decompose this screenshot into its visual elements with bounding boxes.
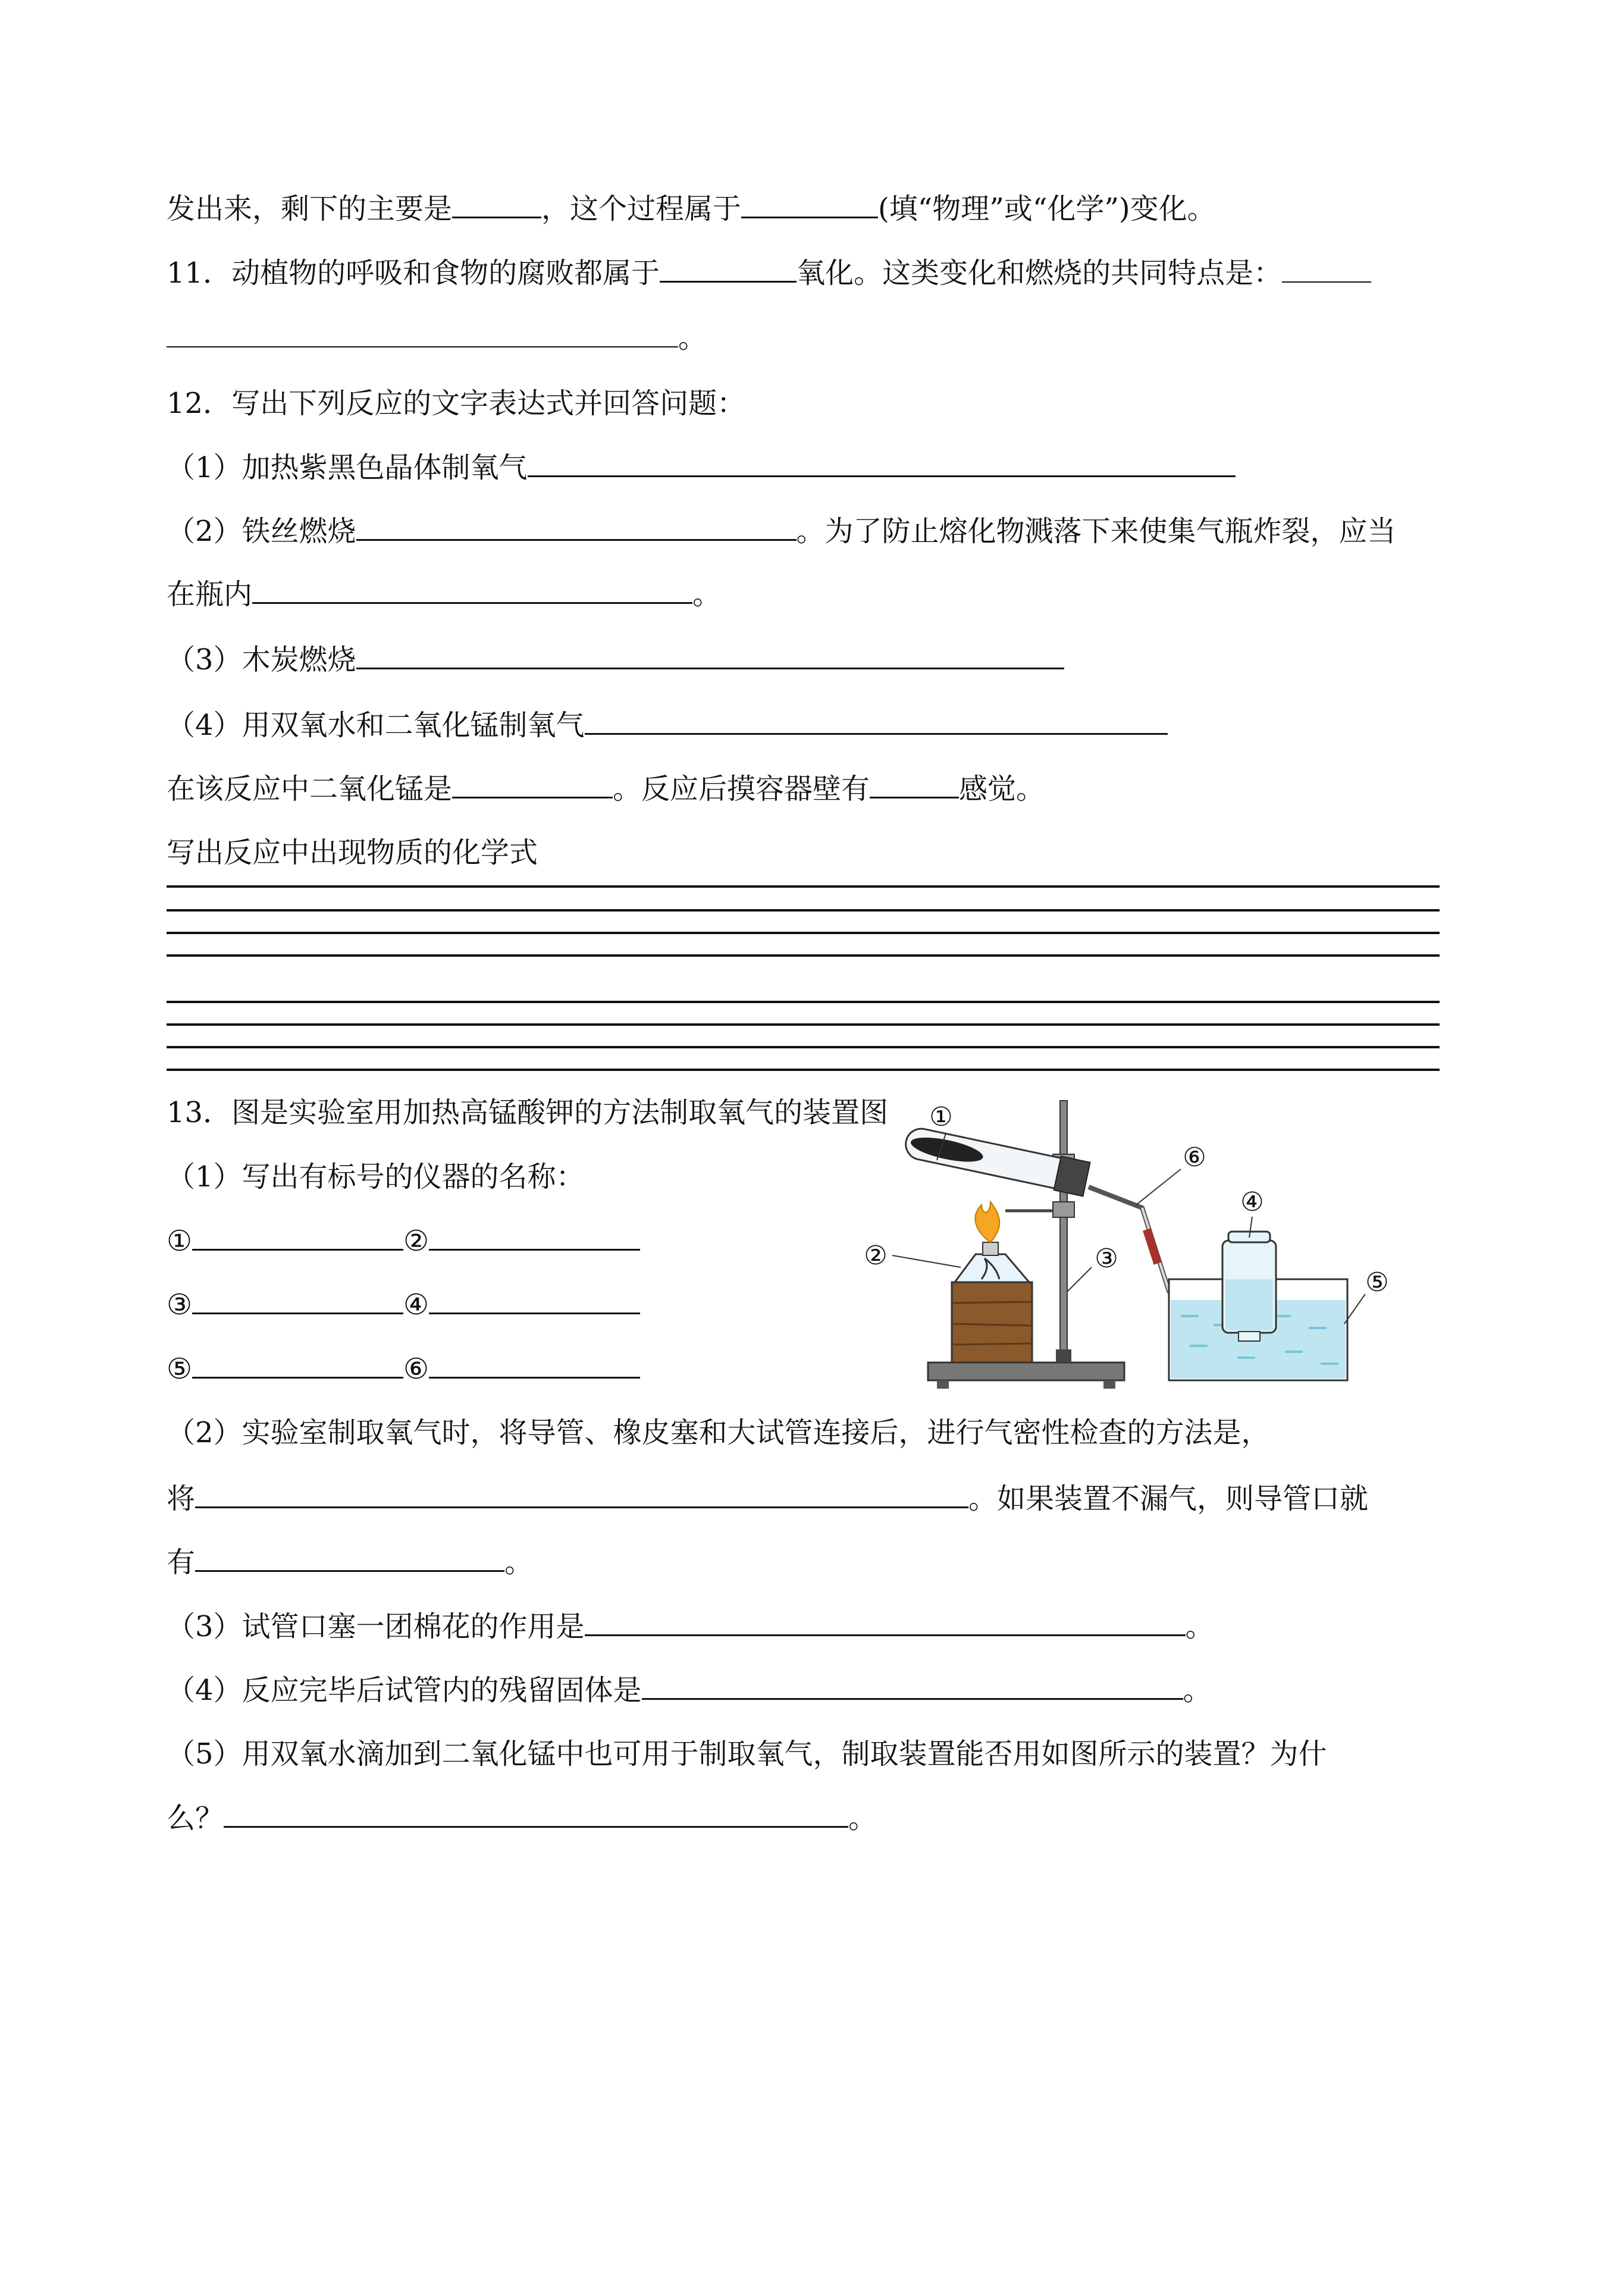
q13-p5-blank[interactable] <box>224 1800 848 1828</box>
q13-name-row-3 <box>167 1351 640 1387</box>
q13-p3-text-b: 。 <box>1185 1610 1214 1643</box>
q13-part-1 <box>167 1159 585 1195</box>
q12-p5-text-c: 感觉。 <box>959 772 1045 806</box>
q12-part-1 <box>167 449 1236 485</box>
answer-rule-4[interactable] <box>167 954 1440 957</box>
q11-text-a: 11．动植物的呼吸和食物的腐败都属于 <box>167 256 660 290</box>
q11-blank-1[interactable] <box>660 255 797 283</box>
q13-p2-blank-1[interactable] <box>195 1480 968 1508</box>
answer-rule-6[interactable] <box>167 1023 1440 1026</box>
q10-text-c: (填“物理”或“化学”)变化。 <box>878 192 1216 225</box>
answer-rule-2[interactable] <box>167 909 1440 911</box>
stand-rod <box>1060 1101 1067 1362</box>
q10-blank-2[interactable] <box>741 190 878 218</box>
q13-name-row-1 <box>167 1223 640 1259</box>
q13-p2-blank-2[interactable] <box>195 1544 504 1572</box>
callout-5: ⑤ <box>1365 1267 1389 1298</box>
q13-name-row-2 <box>167 1286 640 1323</box>
q12-p3-text: （3）木炭燃烧 <box>167 643 356 676</box>
q13-part-2-end <box>167 1544 533 1580</box>
q13-p5-text-b: 么？ <box>167 1802 224 1835</box>
q13-p2-text-d: 有 <box>167 1546 196 1579</box>
q11-line-1 <box>167 255 1371 291</box>
q12-p2-text-a: （2）铁丝燃烧 <box>167 515 356 548</box>
q13-p1-text: （1）写出有标号的仪器的名称： <box>167 1160 585 1194</box>
q13-part-4 <box>167 1672 1212 1708</box>
q13-blank-5[interactable] <box>192 1351 403 1379</box>
q12-p5-text-a: 在该反应中二氧化锰是 <box>167 772 453 806</box>
callout-4: ④ <box>1240 1187 1264 1217</box>
q13-p2-text-c: 。如果装置不漏气，则导管口就 <box>968 1482 1369 1515</box>
q12-p2-blank-2[interactable] <box>252 576 692 604</box>
q13-part-2-cont <box>167 1480 1368 1517</box>
callout-1: ① <box>929 1102 953 1132</box>
q11-blank-2a[interactable] <box>1282 255 1371 283</box>
q13-p4-blank[interactable] <box>642 1672 1183 1700</box>
oxygen-apparatus-figure <box>857 1089 1440 1404</box>
q13-p3-blank[interactable] <box>585 1608 1186 1636</box>
q13-part-3 <box>167 1608 1214 1645</box>
q12-p5-blank-1[interactable] <box>452 770 613 798</box>
q11-text-b: 氧化。这类变化和燃烧的共同特点是： <box>797 256 1283 290</box>
answer-rule-5[interactable] <box>167 1001 1440 1003</box>
q12-p1-blank[interactable] <box>528 449 1236 477</box>
q13-p3-text-a: （3）试管口塞一团棉花的作用是 <box>167 1610 585 1643</box>
q13-p5-text-a: （5）用双氧水滴加到二氧化锰中也可用于制取氧气，制取装置能否用如图所示的装置？为什 <box>167 1737 1327 1771</box>
q13-p2-text-e: 。 <box>504 1546 534 1579</box>
answer-rule-7[interactable] <box>167 1046 1440 1048</box>
q12-part-4 <box>167 707 1168 743</box>
q13-p2-text-a: （2）实验室制取氧气时，将导管、橡皮塞和大试管连接后，进行气密性检查的方法是， <box>167 1416 1270 1449</box>
q13-label-4: ④ <box>403 1288 429 1321</box>
q10-blank-1[interactable] <box>452 190 541 218</box>
q11-blank-2b[interactable] <box>167 320 678 347</box>
q12-part-6 <box>167 835 538 870</box>
q13-p5-text-c: 。 <box>848 1802 877 1835</box>
q12-p1-text: （1）加热紫黑色晶体制氧气 <box>167 451 528 484</box>
q12-p2-text-d: 。 <box>692 578 722 611</box>
q13-label-2: ② <box>403 1224 429 1258</box>
stand-base <box>928 1362 1124 1380</box>
answer-rule-3[interactable] <box>167 932 1440 934</box>
q12-p2-text-c: 在瓶内 <box>167 578 253 611</box>
callout-6: ⑥ <box>1183 1142 1206 1173</box>
q13-part-2 <box>167 1415 1270 1451</box>
flame <box>975 1202 999 1242</box>
q11-end: 。 <box>678 321 707 355</box>
q12-p2-blank-1[interactable] <box>356 513 797 541</box>
q13-label-3: ③ <box>167 1288 193 1321</box>
q12-p5-text-b: 。反应后摸容器壁有 <box>613 772 870 806</box>
q13-label-6: ⑥ <box>403 1352 429 1386</box>
q13-label-5: ⑤ <box>167 1352 193 1386</box>
q12-p3-blank[interactable] <box>356 641 1064 669</box>
q12-title <box>167 386 745 421</box>
answer-rule-8[interactable] <box>167 1069 1440 1071</box>
q13-part-5 <box>167 1736 1327 1772</box>
q12-p2-text-b: 。为了防止熔化物溅落下来使集气瓶炸裂，应当 <box>796 515 1396 548</box>
q12-part-5 <box>167 770 1045 807</box>
q12-p5-blank-2[interactable] <box>870 770 959 798</box>
q13-blank-4[interactable] <box>429 1286 640 1314</box>
q12-p6-text: 写出反应中出现物质的化学式 <box>167 836 538 869</box>
q10-text-b: ，这个过程属于 <box>541 192 742 225</box>
q13-part-5-cont <box>167 1800 877 1836</box>
q12-title-text: 12．写出下列反应的文字表达式并回答问题： <box>167 387 746 420</box>
q13-p4-text-a: （4）反应完毕后试管内的残留固体是 <box>167 1674 642 1707</box>
q12-part-3 <box>167 641 1064 678</box>
q12-part-2 <box>167 513 1396 549</box>
q13-blank-2[interactable] <box>429 1223 640 1251</box>
wooden-block <box>952 1282 1032 1362</box>
answer-rule-1[interactable] <box>167 885 1440 888</box>
callout-2: ② <box>864 1241 888 1271</box>
q13-title-text: 13．图是实验室用加热高锰酸钾的方法制取氧气的装置图 <box>167 1096 889 1129</box>
callout-3: ③ <box>1095 1243 1118 1274</box>
alcohol-lamp <box>955 1254 1029 1282</box>
q13-blank-3[interactable] <box>192 1286 403 1314</box>
q13-title <box>167 1095 888 1130</box>
q13-blank-1[interactable] <box>192 1223 403 1251</box>
q13-p4-text-b: 。 <box>1183 1674 1212 1707</box>
q10-line <box>167 190 1216 227</box>
q13-p2-text-b: 将 <box>167 1482 196 1515</box>
q12-part-2-cont <box>167 576 721 612</box>
q13-label-1: ① <box>167 1224 193 1258</box>
q13-blank-6[interactable] <box>429 1351 640 1379</box>
q12-p4-blank[interactable] <box>585 707 1168 735</box>
q10-text-a: 发出来，剩下的主要是 <box>167 192 453 225</box>
q12-p4-text: （4）用双氧水和二氧化锰制氧气 <box>167 709 585 742</box>
q11-line-2 <box>167 320 707 356</box>
